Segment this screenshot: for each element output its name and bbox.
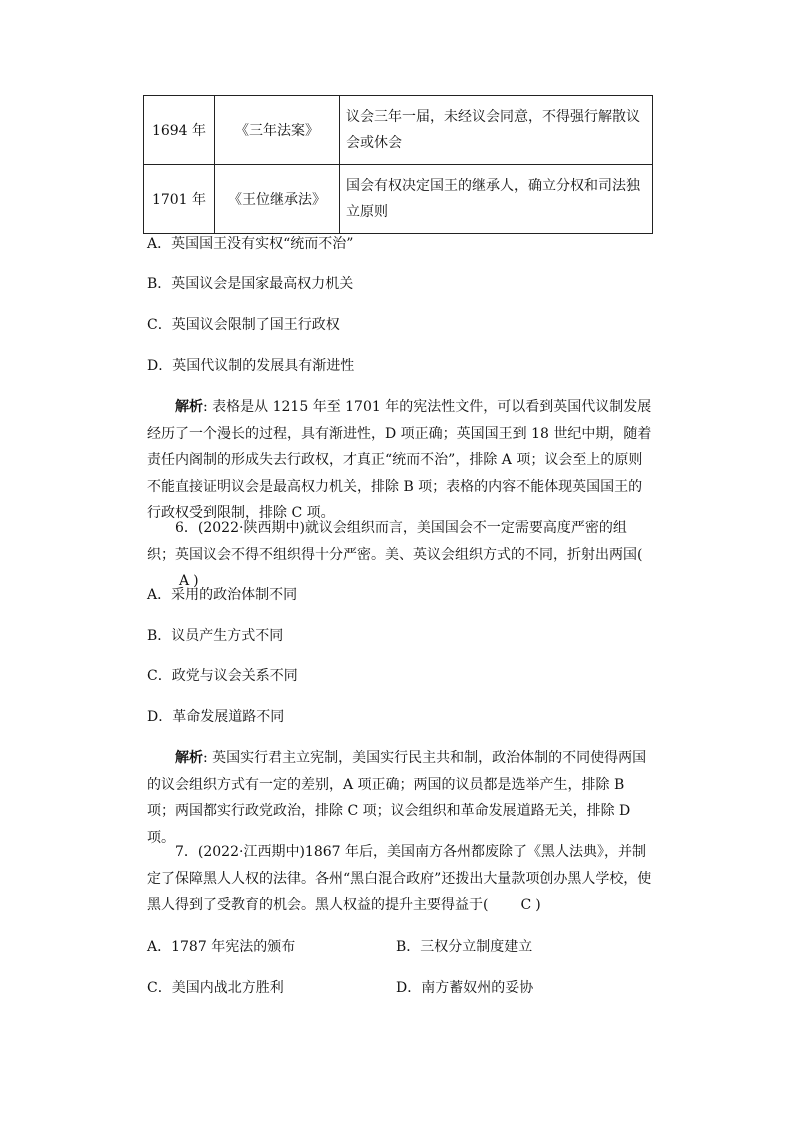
q6-answer: A — [179, 573, 190, 589]
table-cell-desc: 议会三年一届，未经议会同意，不得强行解散议会或休会 — [340, 96, 653, 165]
table-row — [144, 96, 653, 165]
q5-option-b: B．英国议会是国家最高权力机关 — [147, 276, 354, 292]
law-table — [143, 95, 653, 234]
q6-option-c: C．政党与议会关系不同 — [147, 668, 298, 684]
analysis-label: 解析 — [175, 399, 203, 415]
q7-option-a: A．1787 年宪法的颁布 — [147, 939, 296, 955]
table-cell-desc: 国会有权决定国王的继承人，确立分权和司法独立原则 — [340, 165, 653, 234]
q5-option-d: D．英国代议制的发展具有渐进性 — [147, 358, 355, 374]
table-cell-year: 1694 年 — [144, 96, 215, 165]
q5-analysis — [147, 394, 653, 527]
q7-stem-text: 7．(2022·江西期中)1867 年后，美国南方各州都废除了《黑人法典》，并制定了保障黑人人权的法律。各州“黑白混合政府”还拨出大量款项创办黑人学校，使黑人得到了受教育的机会。黑人权益的提升主要得益于( — [147, 844, 652, 913]
q5-option-c: C．英国议会限制了国王行政权 — [147, 317, 340, 333]
q5-option-a: A．英国国王没有实权“统而不治” — [147, 236, 354, 252]
q7-answer: C — [520, 897, 532, 913]
q6-stem-text: 6．(2022·陕西期中)就议会组织而言，美国国会不一定需要高度严密的组织；英国议会不得不组织得十分严密。美、英议会组织方式的不同，折射出两国( — [147, 520, 643, 563]
table-cell-name: 《三年法案》 — [215, 96, 340, 165]
q6-option-b: B．议员产生方式不同 — [147, 628, 284, 644]
table-row — [144, 165, 653, 234]
q7-stem — [147, 839, 653, 919]
q7-option-b: B．三权分立制度建立 — [396, 939, 533, 955]
analysis-text: : 表格是从 1215 年至 1701 年的宪法性文件，可以看到英国代议制发展经历了一个漫长的过程，具有渐进性，D 项正确；英国国王到 18 世纪中期，随着责任内阁制的形成失去行政权，才真正“统而不治”，排除 A 项；议会至上的原则不能直接证明议会是最高权力机关，排除 B 项；表格的内容不能体现英国国王的行政权受到限制，排除 C 项。 — [147, 399, 652, 521]
table-cell-name: 《王位继承法》 — [215, 165, 340, 234]
q6-option-d: D．革命发展道路不同 — [147, 709, 285, 725]
q7-stem-end: ) — [535, 897, 541, 913]
q7-option-d: D．南方蓄奴州的妥协 — [396, 980, 534, 996]
q6-stem-end: ) — [193, 573, 199, 589]
analysis-text: : 英国实行君主立宪制，美国实行民主共和制，政治体制的不同使得两国的议会组织方式有一定的差别，A 项正确；两国的议员都是选举产生，排除 B 项；两国都实行政党政治，排除 C 项；议会组织和革命发展道路无关，排除 D 项。 — [147, 750, 647, 846]
analysis-label: 解析 — [175, 750, 203, 766]
q7-option-c: C．美国内战北方胜利 — [147, 980, 284, 996]
q6-analysis — [147, 745, 653, 851]
table-cell-year: 1701 年 — [144, 165, 215, 234]
q6-stem — [147, 515, 653, 595]
q6-option-a: A．采用的政治体制不同 — [147, 587, 298, 603]
